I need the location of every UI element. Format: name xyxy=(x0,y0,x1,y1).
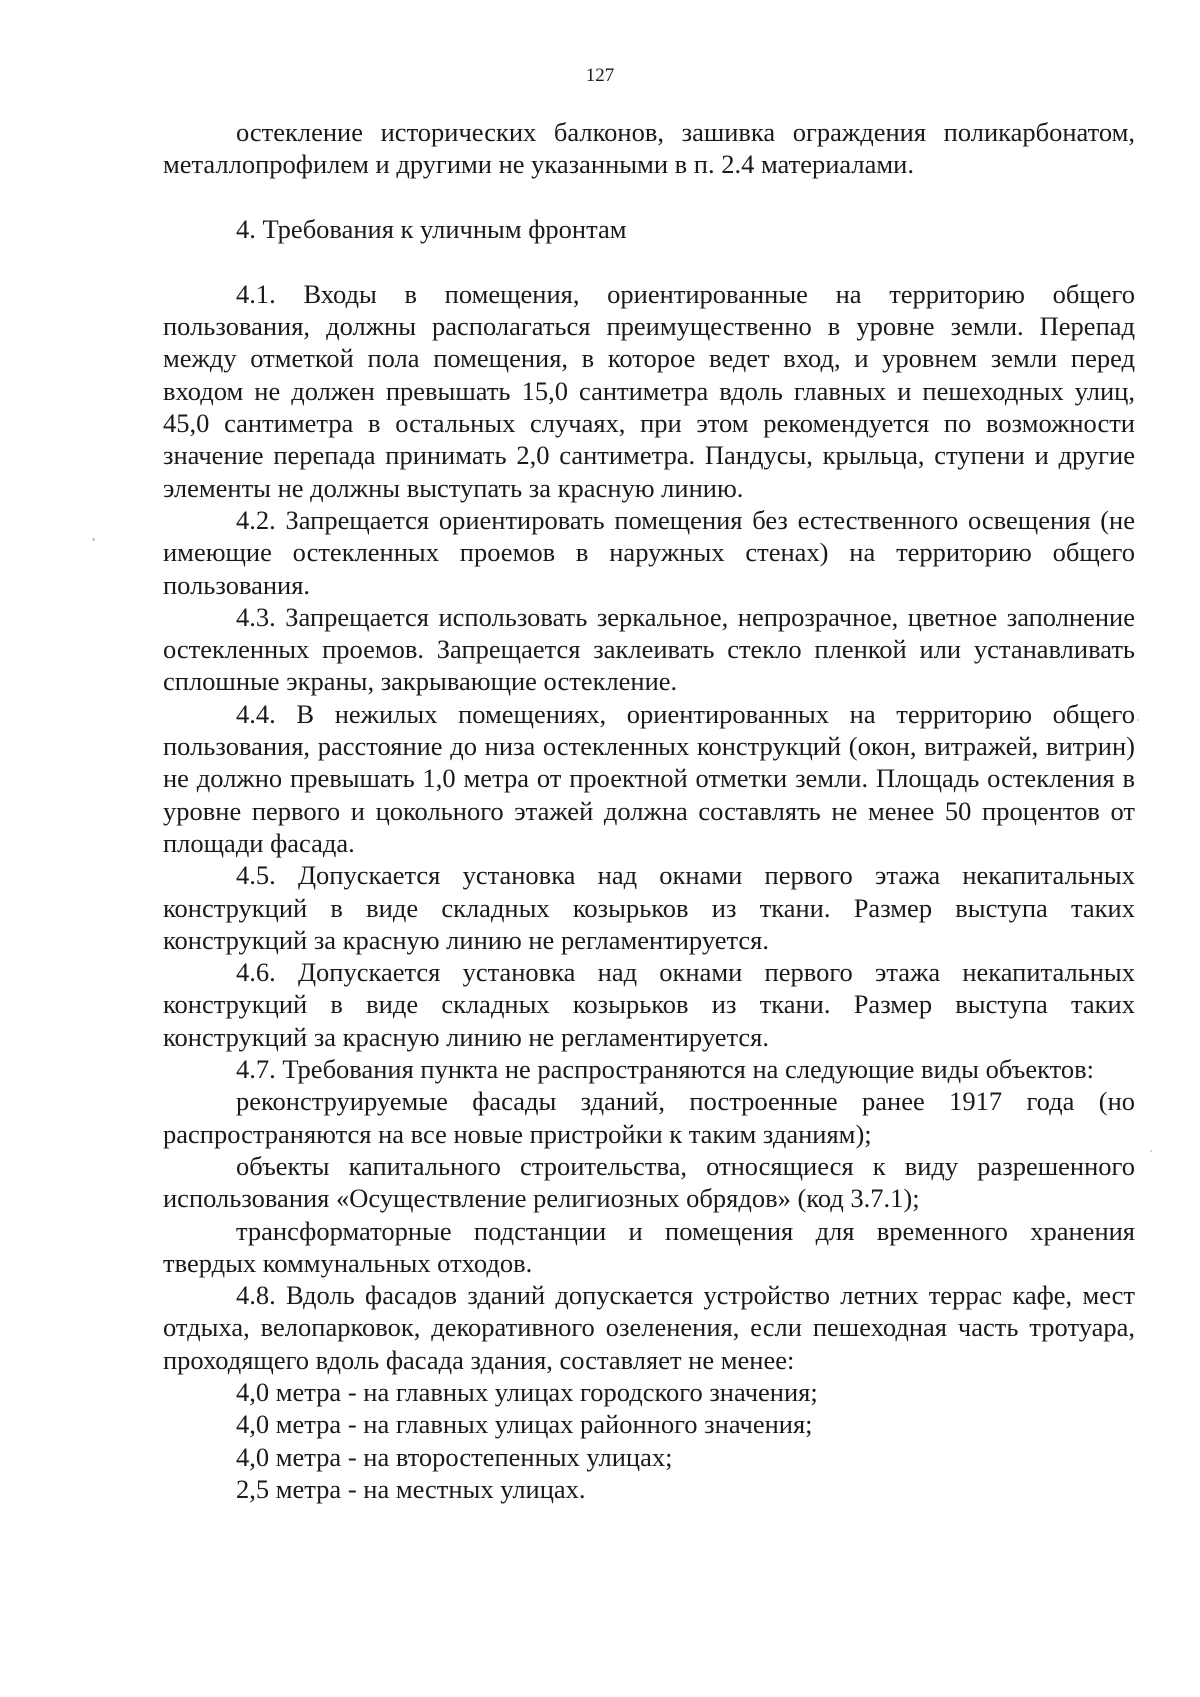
paragraph-4-6: 4.6. Допускается установка над окнами первого этажа некапитальных конструкций в виде складных козырьков из ткани. Размер выступа таких конструкций за красную линию не регламентируется. xyxy=(163,957,1135,1052)
scan-speck xyxy=(1137,719,1139,721)
paragraph-4-7-item-2: объекты капитального строительства, относящиеся к виду разрешенного использования «Осуществление религиозных обрядов» (код 3.7.1); xyxy=(163,1150,1135,1214)
list-line-4: 2,5 метра - на местных улицах. xyxy=(236,1473,586,1504)
paragraph-4-7-item-3: трансформаторные подстанции и помещения для временного хранения твердых коммунальных отходов. xyxy=(163,1215,1135,1278)
scan-speck xyxy=(92,538,95,541)
list-line-3: 4,0 метра - на второстепенных улицах; xyxy=(236,1441,673,1472)
paragraph-4-5: 4.5. Допускается установка над окнами первого этажа некапитальных конструкций в виде складных козырьков из ткани. Размер выступа таких конструкций за красную линию не регламентируется. xyxy=(163,860,1135,955)
intro-paragraph: остекление исторических балконов, зашивка ограждения поликарбонатом, металлопрофилем и другими не указанными в п. 2.4 материалами. xyxy=(163,117,1135,180)
scan-speck xyxy=(1150,1150,1152,1152)
paragraph-4-7: 4.7. Требования пункта не распространяются на следующие виды объектов: xyxy=(236,1054,1094,1085)
paragraph-4-4: 4.4. В нежилых помещениях, ориентированных на территорию общего пользования, расстояние до низа остекленных конструкций (окон, витражей, витрин) не должно превышать 1,0 метра от проектной отметки земли. Площадь остекления в уровне первого и цокольного этажей должна составлять не менее 50 процентов от площади фасада. xyxy=(163,698,1135,858)
paragraph-4-8: 4.8. Вдоль фасадов зданий допускается устройство летних террас кафе, мест отдыха, велопарковок, декоративного озеленения, если пешеходная часть тротуара, проходящего вдоль фасада здания, составляет не менее: xyxy=(163,1280,1135,1375)
list-line-1: 4,0 метра - на главных улицах городского значения; xyxy=(236,1376,818,1407)
paragraph-4-7-item-1: реконструируемые фасады зданий, построенные ранее 1917 года (но распространяются на все новые пристройки к таким зданиям); xyxy=(163,1086,1135,1149)
paragraph-4-2: 4.2. Запрещается ориентировать помещения без естественного освещения (не имеющие остекленных проемов в наружных стенах) на территорию общего пользования. xyxy=(163,504,1135,600)
section-heading: 4. Требования к уличным фронтам xyxy=(236,213,627,244)
document-body xyxy=(163,116,1135,1505)
paragraph-4-1: 4.1. Входы в помещения, ориентированные на территорию общего пользования, должны располагаться преимущественно в уровне земли. Перепад между отметкой пола помещения, в которое ведет вход, и уровнем земли перед входом не должен превышать 15,0 сантиметра вдоль главных и пешеходных улиц, 45,0 сантиметра в остальных случаях, при этом рекомендуется по возможности значение перепада принимать 2,0 сантиметра. Пандусы, крыльца, ступени и другие элементы не должны выступать за красную линию. xyxy=(163,278,1135,503)
page-number: 127 xyxy=(585,65,615,86)
paragraph-4-3: 4.3. Запрещается использовать зеркальное, непрозрачное, цветное заполнение остекленных проемов. Запрещается заклеивать стекло пленкой или устанавливать сплошные экраны, закрывающие остекление. xyxy=(163,601,1135,697)
list-line-2: 4,0 метра - на главных улицах районного значения; xyxy=(236,1409,813,1440)
